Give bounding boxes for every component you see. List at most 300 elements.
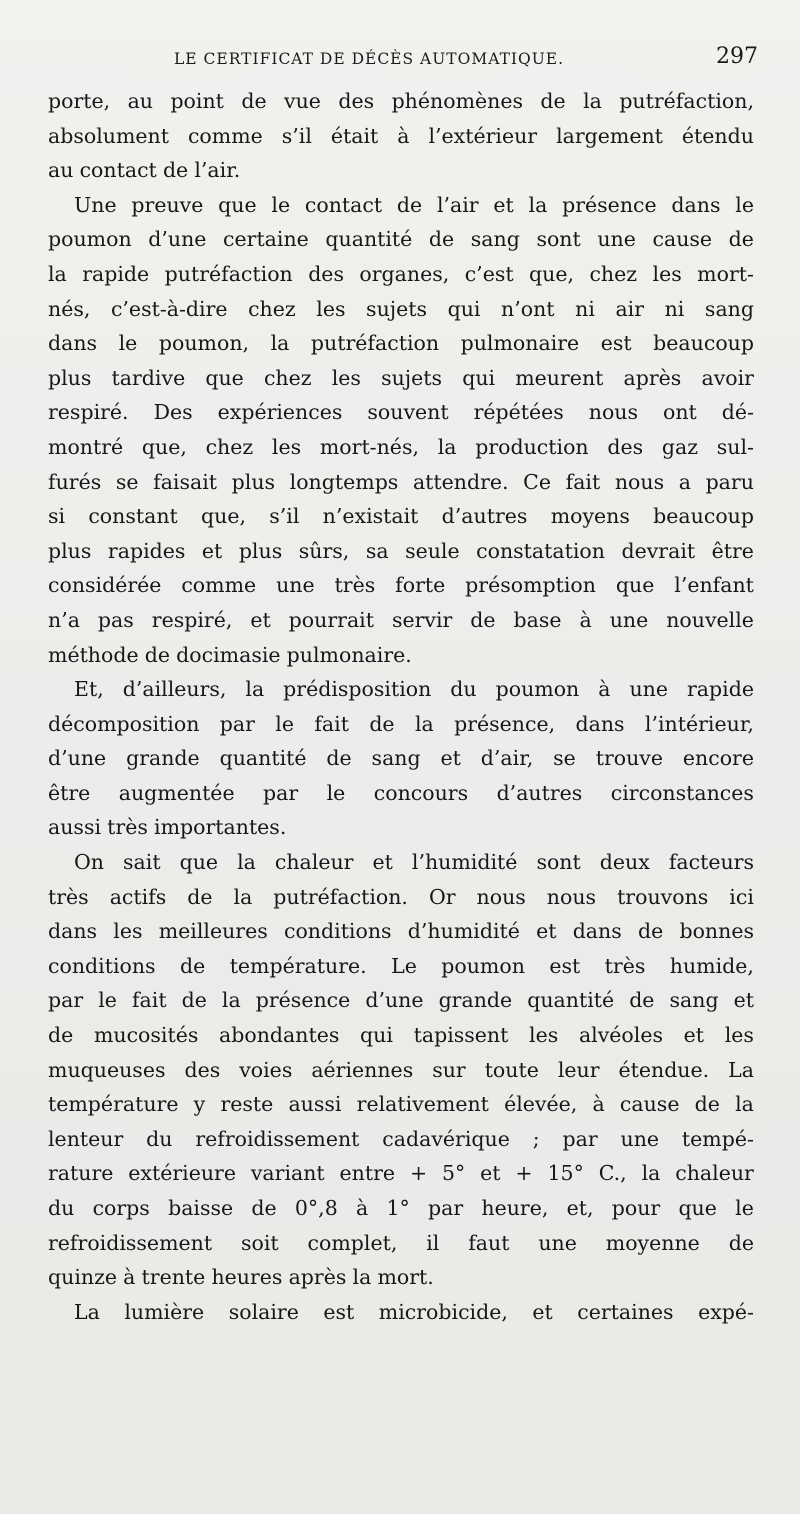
word: fait xyxy=(314,711,349,736)
word: plus xyxy=(238,538,283,563)
word: relativement xyxy=(356,1092,489,1117)
word: l’enfant xyxy=(674,573,754,598)
word: furés xyxy=(48,469,102,494)
word: du xyxy=(48,1196,75,1220)
word: On xyxy=(74,850,105,875)
word: meilleures xyxy=(158,919,268,944)
text-line xyxy=(48,845,754,880)
word: dans xyxy=(48,919,98,944)
word: de xyxy=(396,192,423,217)
word: que xyxy=(615,573,655,598)
word: est xyxy=(323,1299,355,1324)
word: n’ont xyxy=(501,296,555,321)
word: de xyxy=(694,1092,720,1117)
word: du xyxy=(450,677,477,702)
word: présence, xyxy=(454,711,556,736)
word: nés, xyxy=(48,296,91,321)
word: que xyxy=(205,365,244,390)
body-text xyxy=(48,84,754,1329)
word: s’il xyxy=(281,123,312,148)
word: élevée, xyxy=(504,1092,578,1117)
word: putréfaction. xyxy=(273,884,408,909)
word: pulmonaire. xyxy=(286,642,412,667)
word: la xyxy=(735,1092,754,1117)
word: être xyxy=(711,538,754,563)
word: s’il xyxy=(269,504,300,529)
word: soit xyxy=(240,1230,279,1255)
word: à xyxy=(592,1092,605,1117)
word: 1° xyxy=(386,1196,410,1220)
text-line xyxy=(48,1191,754,1226)
word: phénomènes xyxy=(391,89,523,113)
word: tardive xyxy=(111,365,186,390)
word: fait xyxy=(565,469,601,494)
word: grande xyxy=(126,746,200,771)
word: la xyxy=(237,850,256,875)
word: trente xyxy=(141,1265,206,1290)
word: pour xyxy=(611,1196,661,1220)
word: la xyxy=(245,677,265,702)
word: tempé- xyxy=(681,1126,754,1151)
word: le xyxy=(735,192,754,217)
word: concours xyxy=(373,780,469,805)
word: devrait xyxy=(621,538,696,563)
word: une xyxy=(276,573,315,598)
word: est xyxy=(549,953,581,978)
word: que, xyxy=(201,504,247,529)
text-line xyxy=(48,1053,754,1088)
word: chez xyxy=(263,365,312,390)
word: après xyxy=(623,365,682,390)
word: Une xyxy=(74,192,117,217)
word: très xyxy=(48,884,89,909)
word: la xyxy=(352,1265,372,1290)
word: microbicide, xyxy=(378,1299,508,1324)
word: servir xyxy=(391,607,453,632)
word: les xyxy=(652,261,682,286)
word: a xyxy=(678,469,691,494)
word: production xyxy=(475,434,589,459)
running-title: LE CERTIFICAT DE DÉCÈS AUTOMATIQUE. xyxy=(174,50,565,68)
word: et xyxy=(683,1023,705,1048)
word: ont xyxy=(663,400,697,425)
word: le xyxy=(98,988,117,1013)
word: par xyxy=(48,988,84,1013)
word: présence xyxy=(255,988,351,1013)
word: de xyxy=(540,89,566,113)
word: de xyxy=(637,919,664,944)
word: facteurs xyxy=(668,850,754,875)
word: aussi xyxy=(48,815,102,840)
word: pourrait xyxy=(288,607,374,632)
word: 15° xyxy=(547,1161,584,1186)
text-line xyxy=(48,84,754,119)
word: le xyxy=(118,331,138,356)
text-line xyxy=(48,1087,754,1122)
word: les xyxy=(113,919,143,944)
word: d’une xyxy=(48,746,107,771)
word: une xyxy=(609,607,649,632)
word: rapide xyxy=(82,261,150,286)
word: sang xyxy=(704,296,754,321)
word: La xyxy=(728,1057,754,1082)
word: la xyxy=(233,884,253,909)
text-line xyxy=(48,1295,754,1330)
word: d’une xyxy=(365,988,424,1013)
word: si xyxy=(48,504,66,529)
word: mort- xyxy=(697,261,754,286)
word: nous xyxy=(588,400,639,425)
word: mort-nés, xyxy=(319,434,419,459)
word: et, xyxy=(566,1196,594,1220)
word: que, xyxy=(141,434,187,459)
word: lenteur xyxy=(48,1126,124,1151)
word: et xyxy=(480,1161,501,1186)
word: heures xyxy=(211,1265,283,1290)
word: + xyxy=(409,1161,428,1186)
word: une xyxy=(597,227,636,252)
word: y xyxy=(193,1092,206,1117)
word: augmentée xyxy=(118,780,235,805)
word: et xyxy=(372,850,393,875)
word: actifs xyxy=(109,884,167,909)
word: des xyxy=(308,261,344,286)
word: aériennes xyxy=(311,1057,414,1082)
text-line xyxy=(48,983,754,1018)
word: La xyxy=(74,1299,100,1324)
word: de xyxy=(48,1023,74,1048)
word: la xyxy=(583,89,602,113)
word: très xyxy=(604,953,646,978)
word: une xyxy=(620,1126,660,1151)
word: prédisposition xyxy=(283,677,432,702)
text-line xyxy=(48,776,754,811)
word: la xyxy=(414,711,434,736)
word: largement xyxy=(556,123,663,148)
word: leur xyxy=(557,1057,600,1082)
text-line xyxy=(48,638,754,673)
word: au xyxy=(127,89,154,113)
word: de xyxy=(162,158,189,183)
word: les xyxy=(316,296,346,321)
word: respiré, xyxy=(151,607,233,632)
word: sang xyxy=(371,746,421,771)
word: reste xyxy=(220,1092,274,1117)
text-line xyxy=(48,810,754,845)
word: heure, xyxy=(481,1196,549,1220)
word: bonnes xyxy=(679,919,754,944)
word: grande xyxy=(438,988,513,1013)
word: et xyxy=(440,746,461,771)
text-line xyxy=(48,707,754,742)
word: trouve xyxy=(595,746,663,771)
word: organes, xyxy=(359,261,450,286)
word: que, xyxy=(529,261,575,286)
word: comme xyxy=(181,573,257,598)
word: l’extérieur xyxy=(428,123,538,148)
word: refroidissement xyxy=(48,1230,213,1255)
word: présence xyxy=(562,192,657,217)
word: cause xyxy=(652,227,713,252)
word: des xyxy=(607,434,644,459)
word: sur xyxy=(432,1057,466,1082)
word: seule xyxy=(405,538,460,563)
word: gaz xyxy=(661,434,698,459)
word: répétées xyxy=(473,400,564,425)
word: nous xyxy=(476,884,526,909)
word: beaucoup xyxy=(653,331,754,356)
word: abondantes xyxy=(219,1023,340,1048)
text-line xyxy=(48,222,754,257)
word: montré xyxy=(48,434,124,459)
word: nous xyxy=(546,884,597,909)
word: la xyxy=(270,331,290,356)
word: Le xyxy=(391,953,417,978)
word: forte xyxy=(395,573,446,598)
word: qui xyxy=(447,296,481,321)
text-line xyxy=(48,568,754,603)
word: d’autres xyxy=(441,504,528,529)
word: dans xyxy=(48,331,98,356)
text-line xyxy=(48,153,754,188)
word: considérée xyxy=(48,573,162,598)
text-line xyxy=(48,880,754,915)
text-line xyxy=(48,395,754,430)
word: de xyxy=(144,642,171,667)
text-line xyxy=(48,257,754,292)
word: sont xyxy=(536,850,581,875)
word: plus xyxy=(231,469,276,494)
word: conditions xyxy=(48,953,156,978)
word: par xyxy=(219,711,255,736)
word: Et, xyxy=(74,677,104,702)
word: ni xyxy=(664,296,685,321)
word: des xyxy=(184,1057,221,1082)
word: de xyxy=(428,227,455,252)
word: chaleur xyxy=(675,1161,754,1186)
word: constatation xyxy=(476,538,605,563)
word: fait xyxy=(131,988,167,1013)
word: mucosités xyxy=(93,1023,199,1048)
word: respiré. xyxy=(48,400,129,425)
word: certaine xyxy=(223,227,309,252)
word: paru xyxy=(705,469,754,494)
word: ni xyxy=(575,296,595,321)
word: de xyxy=(251,1196,277,1220)
word: Des xyxy=(153,400,193,425)
text-line xyxy=(48,1122,754,1157)
word: extérieure xyxy=(128,1161,236,1186)
word: sang xyxy=(669,988,719,1013)
word: de xyxy=(629,988,655,1013)
text-line xyxy=(48,119,754,154)
word: muqueuses xyxy=(48,1057,166,1082)
word: conditions xyxy=(283,919,392,944)
word: comme xyxy=(187,123,263,148)
word: d’une xyxy=(148,227,207,252)
word: les xyxy=(271,434,302,459)
word: pulmonaire xyxy=(460,331,580,356)
word: putréfaction xyxy=(164,261,293,286)
word: contact xyxy=(304,192,383,217)
word: faisait xyxy=(153,469,218,494)
word: c’est-à-dire xyxy=(110,296,228,321)
word: Ce xyxy=(523,469,551,494)
word: poumon xyxy=(48,227,132,252)
word: très xyxy=(107,815,148,840)
word: présomption xyxy=(465,573,596,598)
word: avoir xyxy=(701,365,754,390)
word: complet, xyxy=(307,1230,398,1255)
text-line xyxy=(48,188,754,223)
word: ; xyxy=(532,1126,540,1151)
word: des xyxy=(338,89,375,113)
word: de xyxy=(369,711,395,736)
word: l’intérieur, xyxy=(644,711,754,736)
word: à xyxy=(123,1265,136,1290)
word: humide, xyxy=(669,953,754,978)
text-line xyxy=(48,430,754,465)
word: sont xyxy=(536,227,581,252)
word: quantité xyxy=(219,746,307,771)
word: importantes. xyxy=(154,815,287,840)
word: putréfaction xyxy=(310,331,440,356)
word: et xyxy=(733,988,754,1013)
word: était xyxy=(330,123,379,148)
word: vue xyxy=(284,89,321,113)
word: n’existait xyxy=(322,504,419,529)
word: les xyxy=(724,1023,754,1048)
word: la xyxy=(528,192,548,217)
page-number: 297 xyxy=(716,44,758,69)
word: les xyxy=(331,365,361,390)
word: que xyxy=(179,850,219,875)
word: absolument xyxy=(48,123,169,148)
word: c’est xyxy=(464,261,514,286)
word: 0°,8 xyxy=(294,1196,338,1220)
word: étendue. xyxy=(618,1057,710,1082)
word: moyens xyxy=(550,504,630,529)
word: entre xyxy=(339,1161,396,1186)
word: après xyxy=(288,1265,347,1290)
word: certaines xyxy=(577,1299,674,1324)
text-line xyxy=(48,361,754,396)
word: putréfaction, xyxy=(619,89,754,113)
word: la xyxy=(437,434,457,459)
word: sa xyxy=(365,538,389,563)
word: circonstances xyxy=(610,780,754,805)
word: dans xyxy=(575,711,625,736)
word: température xyxy=(48,1092,179,1117)
text-line xyxy=(48,534,754,569)
word: à xyxy=(397,123,410,148)
word: toute xyxy=(484,1057,539,1082)
word: qui xyxy=(360,1023,393,1048)
word: température. xyxy=(229,953,367,978)
word: chez xyxy=(589,261,638,286)
word: plus xyxy=(48,365,92,390)
word: expériences xyxy=(217,400,343,425)
word: de xyxy=(187,884,213,909)
word: le xyxy=(275,711,294,736)
word: constant xyxy=(88,504,178,529)
word: par xyxy=(427,1196,464,1220)
word: par xyxy=(562,1126,598,1151)
word: et xyxy=(250,607,271,632)
word: de xyxy=(181,988,207,1013)
text-line xyxy=(48,603,754,638)
word: très xyxy=(334,573,376,598)
word: rapides xyxy=(107,538,186,563)
word: sait xyxy=(123,850,161,875)
word: lumière xyxy=(124,1299,205,1324)
word: nous xyxy=(614,469,665,494)
word: aussi xyxy=(288,1092,342,1117)
word: une xyxy=(629,677,669,702)
word: décomposition xyxy=(48,711,200,736)
word: rature xyxy=(48,1161,114,1186)
word: poumon xyxy=(495,677,580,702)
word: pas xyxy=(97,607,134,632)
word: quinze xyxy=(48,1265,118,1290)
word: dé- xyxy=(721,400,754,425)
word: étendu xyxy=(681,123,754,148)
word: l’air. xyxy=(194,158,241,183)
word: de xyxy=(470,607,496,632)
word: d’air, xyxy=(480,746,534,771)
text-line xyxy=(48,326,754,361)
word: que xyxy=(218,192,257,217)
word: chez xyxy=(248,296,296,321)
word: se xyxy=(553,746,576,771)
word: poumon, xyxy=(158,331,250,356)
word: deux xyxy=(599,850,650,875)
word: nouvelle xyxy=(666,607,754,632)
word: la xyxy=(221,988,241,1013)
word: baisse xyxy=(168,1196,234,1220)
word: plus xyxy=(48,538,92,563)
text-line xyxy=(48,741,754,776)
word: le xyxy=(326,780,346,805)
word: tapissent xyxy=(413,1023,509,1048)
word: sul- xyxy=(716,434,754,459)
word: porte, xyxy=(48,89,111,113)
word: chaleur xyxy=(274,850,354,875)
word: trouvons xyxy=(617,884,709,909)
word: cause xyxy=(619,1092,680,1117)
word: et xyxy=(201,538,223,563)
word: Or xyxy=(428,884,456,909)
word: poumon xyxy=(441,953,525,978)
word: dans xyxy=(671,192,721,217)
word: sujets xyxy=(381,365,443,390)
text-line xyxy=(48,292,754,327)
text-line xyxy=(48,499,754,534)
word: sujets xyxy=(366,296,428,321)
word: quantité xyxy=(325,227,413,252)
word: encore xyxy=(682,746,754,771)
word: faut xyxy=(468,1230,510,1255)
word: une xyxy=(538,1230,577,1255)
word: moyenne xyxy=(605,1230,700,1255)
word: docimasie xyxy=(176,642,281,667)
word: contact xyxy=(79,158,157,183)
word: sûrs, xyxy=(298,538,350,563)
text-line xyxy=(48,949,754,984)
word: variant xyxy=(250,1161,325,1186)
word: de xyxy=(728,1230,754,1255)
word: mort. xyxy=(377,1265,434,1290)
